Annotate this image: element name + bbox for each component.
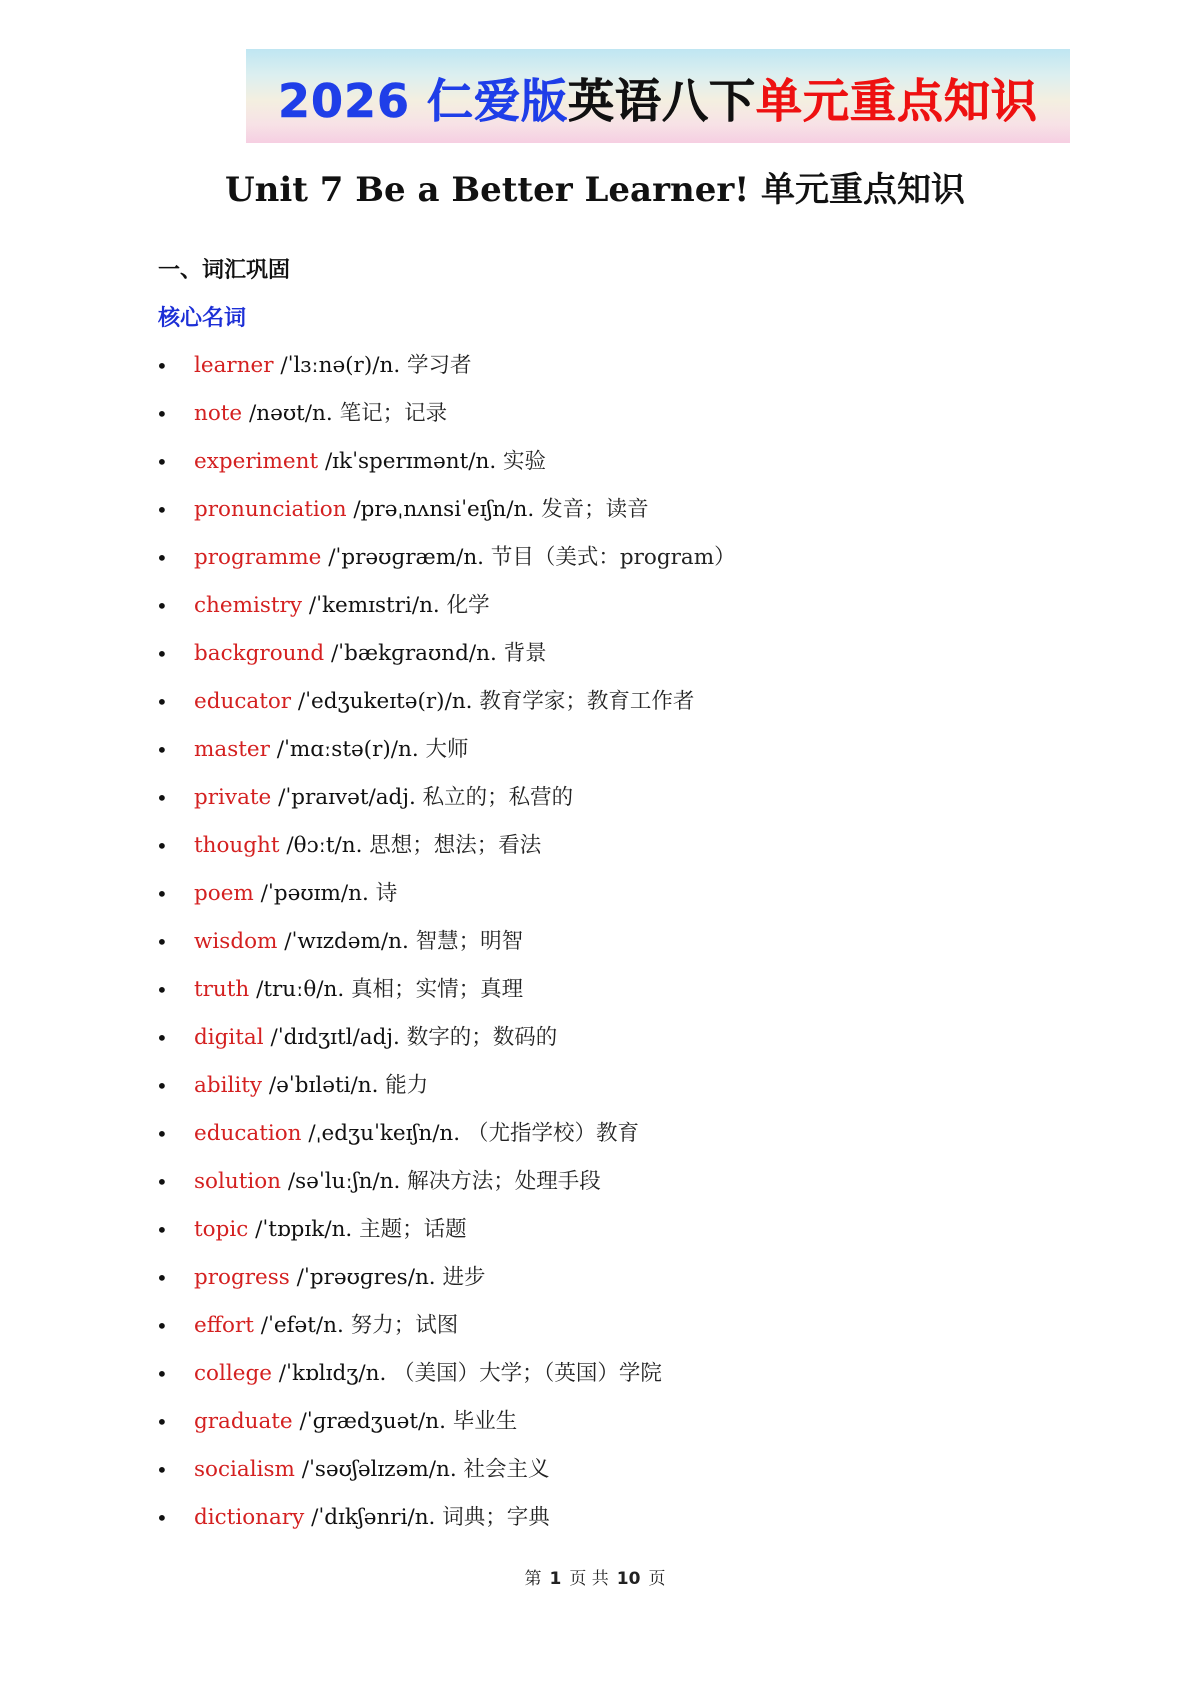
vocab-phonetic: /θɔːt/n.: [286, 833, 363, 858]
vocab-phonetic: /nəʊt/n.: [249, 401, 333, 426]
vocab-meaning: （尤指学校）教育: [466, 1121, 639, 1146]
banner-title: [278, 65, 1038, 131]
vocab-entry: [194, 390, 447, 438]
vocab-item: [0, 822, 1190, 870]
bullet-icon: •: [156, 546, 168, 570]
vocab-entry: [194, 1494, 550, 1542]
vocab-entry: [194, 1302, 458, 1350]
vocab-word: ability: [194, 1073, 262, 1098]
vocab-item: [0, 342, 1190, 390]
banner-topic: 单元重点知识: [756, 74, 1039, 128]
vocab-word: college: [194, 1361, 272, 1386]
bullet-icon: •: [156, 1026, 168, 1050]
vocab-word: chemistry: [194, 593, 302, 618]
vocab-word: wisdom: [194, 929, 278, 954]
vocab-entry: [194, 1398, 517, 1446]
vocab-entry: [194, 1446, 550, 1494]
vocab-item: [0, 1254, 1190, 1302]
bullet-icon: •: [156, 738, 168, 762]
vocab-entry: [194, 918, 523, 966]
vocab-item: [0, 1158, 1190, 1206]
vocab-meaning: 解决方法；处理手段: [407, 1169, 601, 1194]
vocab-phonetic: /prəˌnʌnsiˈeɪʃn/n.: [353, 497, 535, 522]
bullet-icon: •: [156, 1314, 168, 1338]
bullet-icon: •: [156, 1074, 168, 1098]
vocab-meaning: 实验: [503, 449, 547, 474]
vocab-word: private: [194, 785, 272, 810]
page-total: 10: [616, 1569, 641, 1589]
vocab-entry: [194, 870, 397, 918]
vocab-meaning: 诗: [375, 881, 398, 906]
vocab-phonetic: /ˈɡrædʒuət/n.: [299, 1409, 446, 1434]
vocab-meaning: 教育学家；教育工作者: [479, 689, 695, 714]
vocab-meaning: 智慧；明智: [415, 929, 524, 954]
vocab-entry: [194, 1014, 557, 1062]
vocab-phonetic: /ˈpraɪvət/adj.: [278, 785, 416, 810]
vocab-entry: [194, 438, 546, 486]
vocab-meaning: 数字的；数码的: [406, 1025, 558, 1050]
footer-suffix: 页: [648, 1569, 666, 1589]
vocab-entry: [194, 966, 523, 1014]
vocab-item: [0, 1350, 1190, 1398]
vocab-entry: [194, 1254, 486, 1302]
vocab-word: experiment: [194, 449, 319, 474]
vocab-phonetic: /ˈmɑːstə(r)/n.: [276, 737, 419, 762]
vocab-word: solution: [194, 1169, 282, 1194]
vocab-word: effort: [194, 1313, 254, 1338]
vocab-item: [0, 630, 1190, 678]
vocab-word: socialism: [194, 1457, 295, 1482]
vocab-item: [0, 582, 1190, 630]
vocab-phonetic: /ˈkɒlɪdʒ/n.: [278, 1361, 387, 1386]
bullet-icon: •: [156, 690, 168, 714]
vocab-item: [0, 870, 1190, 918]
vocab-entry: [194, 486, 649, 534]
vocab-word: pronunciation: [194, 497, 347, 522]
vocab-phonetic: /ˈdɪkʃənri/n.: [311, 1505, 436, 1530]
vocab-word: thought: [194, 833, 280, 858]
vocab-meaning: 真相；实情；真理: [351, 977, 524, 1002]
vocab-phonetic: /ˈlɜːnə(r)/n.: [280, 353, 401, 378]
vocab-phonetic: /ˌedʒuˈkeɪʃn/n.: [308, 1121, 461, 1146]
page-number: 1: [549, 1569, 562, 1589]
bullet-icon: •: [156, 1410, 168, 1434]
vocab-meaning: 能力: [385, 1073, 429, 1098]
banner-subject: 英语八下: [568, 74, 757, 128]
vocab-entry: [194, 630, 547, 678]
vocab-entry: [194, 1350, 662, 1398]
subsection-heading: 核心名词: [158, 306, 247, 331]
bullet-icon: •: [156, 1458, 168, 1482]
vocab-phonetic: /ˈpəʊɪm/n.: [260, 881, 369, 906]
bullet-icon: •: [156, 978, 168, 1002]
vocab-entry: [194, 1062, 428, 1110]
header-banner: [246, 49, 1070, 143]
vocab-meaning: 思想；想法；看法: [369, 833, 542, 858]
vocab-meaning: 节目（美式：program）: [490, 545, 736, 570]
vocab-item: [0, 1494, 1190, 1542]
vocab-entry: [194, 678, 694, 726]
vocab-phonetic: /əˈbɪləti/n.: [268, 1073, 379, 1098]
vocab-item: [0, 726, 1190, 774]
vocab-meaning: 私立的；私营的: [422, 785, 574, 810]
bullet-icon: •: [156, 498, 168, 522]
bullet-icon: •: [156, 1266, 168, 1290]
vocab-item: [0, 534, 1190, 582]
bullet-icon: •: [156, 1362, 168, 1386]
vocab-meaning: 毕业生: [452, 1409, 518, 1434]
banner-edition: 2026 仁爱版: [277, 74, 569, 128]
vocab-phonetic: /ˈsəʊʃəlɪzəm/n.: [301, 1457, 457, 1482]
bullet-icon: •: [156, 1170, 168, 1194]
vocab-item: [0, 1206, 1190, 1254]
vocab-item: [0, 1110, 1190, 1158]
vocab-phonetic: /ɪkˈsperɪmənt/n.: [324, 449, 497, 474]
vocab-item: [0, 438, 1190, 486]
bullet-icon: •: [156, 1122, 168, 1146]
vocab-word: graduate: [194, 1409, 293, 1434]
vocab-word: digital: [194, 1025, 264, 1050]
vocab-phonetic: /ˈbækɡraʊnd/n.: [330, 641, 497, 666]
vocab-word: educator: [194, 689, 292, 714]
vocab-item: [0, 390, 1190, 438]
bullet-icon: •: [156, 930, 168, 954]
bullet-icon: •: [156, 594, 168, 618]
vocab-item: [0, 774, 1190, 822]
vocab-word: note: [194, 401, 243, 426]
vocab-phonetic: /ˈkemɪstri/n.: [308, 593, 440, 618]
vocab-meaning: 学习者: [407, 353, 472, 378]
vocab-item: [0, 918, 1190, 966]
vocab-word: topic: [194, 1217, 249, 1242]
vocab-word: dictionary: [194, 1505, 305, 1530]
vocab-item: [0, 678, 1190, 726]
vocab-phonetic: /səˈluːʃn/n.: [287, 1169, 401, 1194]
vocab-phonetic: /ˈedʒukeɪtə(r)/n.: [297, 689, 473, 714]
vocab-meaning: 社会主义: [463, 1457, 550, 1482]
vocab-word: education: [194, 1121, 302, 1146]
vocab-entry: [194, 534, 736, 582]
vocab-phonetic: /ˈprəʊɡres/n.: [296, 1265, 436, 1290]
vocab-phonetic: /ˈefət/n.: [260, 1313, 344, 1338]
vocab-word: truth: [194, 977, 250, 1002]
bullet-icon: •: [156, 354, 168, 378]
vocab-meaning: 背景: [503, 641, 547, 666]
vocab-meaning: 词典；字典: [442, 1505, 550, 1530]
vocab-meaning: （美国）大学；（英国）学院: [393, 1361, 662, 1386]
vocab-item: [0, 1446, 1190, 1494]
vocab-meaning: 大师: [425, 737, 469, 762]
vocab-entry: [194, 726, 469, 774]
vocab-entry: [194, 582, 490, 630]
vocab-item: [0, 486, 1190, 534]
bullet-icon: •: [156, 882, 168, 906]
vocab-meaning: 主题；话题: [359, 1217, 467, 1242]
vocab-item: [0, 966, 1190, 1014]
bullet-icon: •: [156, 450, 168, 474]
vocab-entry: [194, 342, 472, 390]
vocab-phonetic: /ˈwɪzdəm/n.: [284, 929, 409, 954]
vocab-entry: [194, 1158, 601, 1206]
vocab-item: [0, 1302, 1190, 1350]
vocab-word: learner: [194, 353, 274, 378]
vocab-word: progress: [194, 1265, 290, 1290]
vocab-item: [0, 1062, 1190, 1110]
bullet-icon: •: [156, 642, 168, 666]
vocab-phonetic: /ˈprəʊɡræm/n.: [328, 545, 484, 570]
footer-middle: 页 共: [569, 1569, 609, 1589]
vocab-meaning: 努力；试图: [350, 1313, 459, 1338]
bullet-icon: •: [156, 402, 168, 426]
bullet-icon: •: [156, 786, 168, 810]
footer-prefix: 第: [524, 1569, 542, 1589]
vocab-word: poem: [194, 881, 254, 906]
vocab-phonetic: /truːθ/n.: [256, 977, 345, 1002]
vocab-word: background: [194, 641, 325, 666]
vocab-entry: [194, 774, 573, 822]
bullet-icon: •: [156, 1506, 168, 1530]
vocab-word: programme: [194, 545, 322, 570]
vocab-phonetic: /ˈtɒpɪk/n.: [255, 1217, 353, 1242]
vocab-meaning: 化学: [446, 593, 490, 618]
vocab-meaning: 发音；读音: [541, 497, 649, 522]
bullet-icon: •: [156, 834, 168, 858]
vocab-item: [0, 1014, 1190, 1062]
page-footer: [0, 1564, 1190, 1589]
vocab-phonetic: /ˈdɪdʒɪtl/adj.: [270, 1025, 400, 1050]
vocab-meaning: 笔记；记录: [339, 401, 448, 426]
section-heading: 一、词汇巩固: [158, 258, 291, 283]
vocab-entry: [194, 1206, 467, 1254]
bullet-icon: •: [156, 1218, 168, 1242]
vocab-meaning: 进步: [442, 1265, 486, 1290]
vocab-entry: [194, 822, 541, 870]
vocab-word: master: [194, 737, 270, 762]
vocab-list: [0, 342, 1190, 1542]
vocab-item: [0, 1398, 1190, 1446]
page-title: Unit 7 Be a Better Learner! 单元重点知识: [224, 170, 966, 210]
vocab-entry: [194, 1110, 639, 1158]
